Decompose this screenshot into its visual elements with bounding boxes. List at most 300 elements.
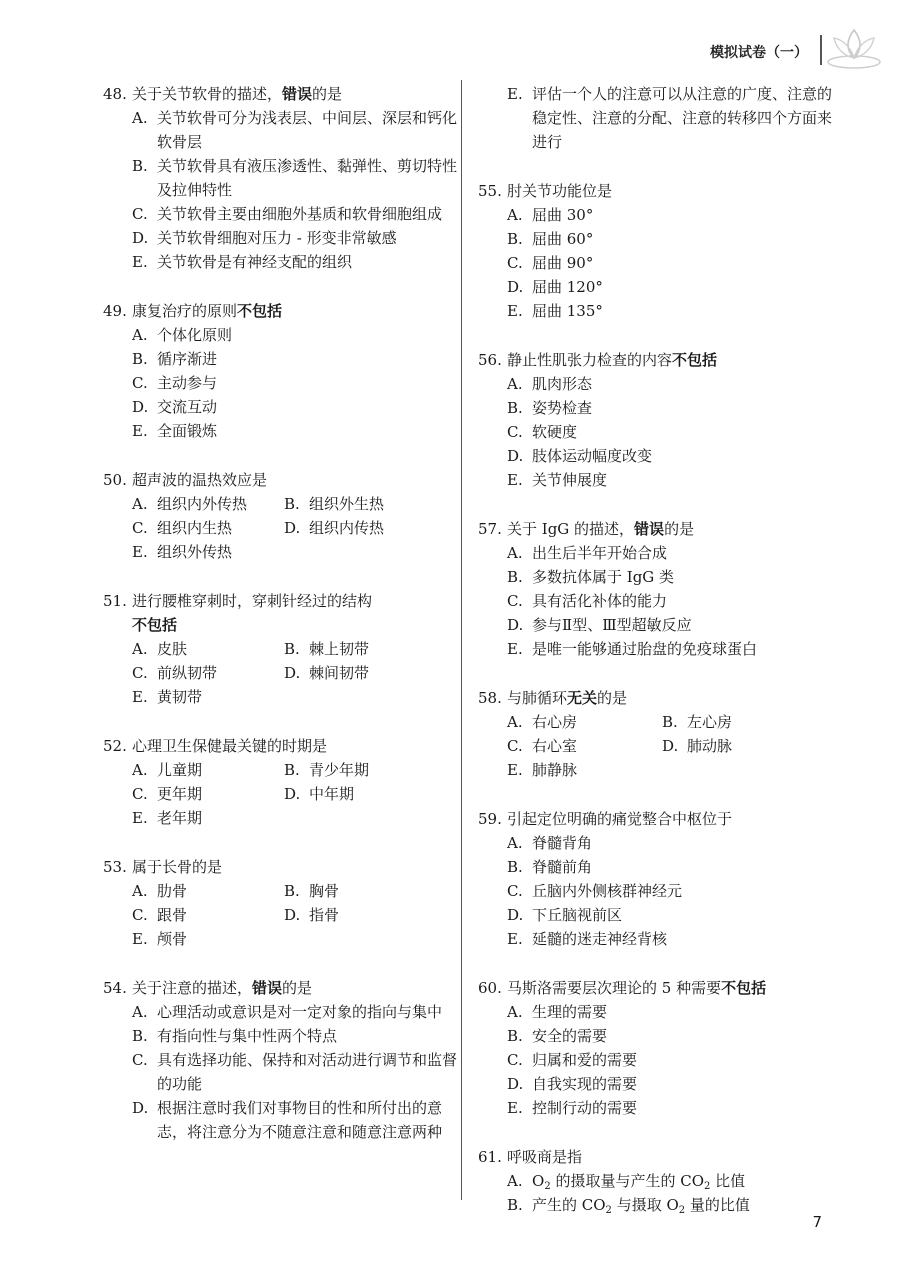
question-51	[103, 589, 458, 709]
option-letter: D.	[132, 229, 149, 247]
option-letter: A.	[132, 882, 148, 900]
option-d	[662, 734, 838, 758]
stem-emphasis: 不包括	[132, 616, 178, 634]
option-letter: B.	[507, 568, 523, 586]
question-stem	[478, 517, 838, 541]
option-text: 前纵韧带	[157, 664, 218, 682]
option-text: 棘间韧带	[309, 664, 370, 682]
option-letter: C.	[132, 664, 148, 682]
option-a	[132, 323, 458, 347]
option-d	[132, 395, 458, 419]
option-letter: A.	[507, 834, 523, 852]
option-text: 屈曲 135°	[532, 302, 603, 320]
option-e	[132, 250, 458, 274]
stem-text: 马斯洛需要层次理论的 5 种需要	[507, 979, 722, 997]
option-text: 颅骨	[157, 930, 188, 948]
question-53	[103, 855, 458, 951]
option-b	[132, 347, 458, 371]
option-b	[662, 710, 838, 734]
question-stem	[103, 589, 458, 637]
question-number: 57.	[478, 520, 502, 538]
option-a	[507, 831, 838, 855]
option-text: 更年期	[157, 785, 203, 803]
option-text: 青少年期	[309, 761, 370, 779]
subscript: 2	[678, 1205, 686, 1216]
option-text: 胸骨	[309, 882, 340, 900]
stem-text: 关于 IgG 的描述，	[507, 520, 635, 538]
question-number: 53.	[103, 858, 127, 876]
question-57	[478, 517, 838, 661]
option-text: 多数抗体属于 IgG 类	[532, 568, 675, 586]
option-letter: C.	[507, 1051, 523, 1069]
option-text: 自我实现的需要	[532, 1075, 638, 1093]
option-text: 组织内传热	[309, 519, 385, 537]
question-61	[478, 1145, 838, 1217]
options-list	[132, 637, 458, 709]
option-text	[532, 1169, 838, 1193]
option-e	[507, 927, 838, 951]
option-letter: E.	[507, 471, 523, 489]
options-list	[132, 106, 458, 274]
stem-text: 关于关节软骨的描述，	[132, 85, 283, 103]
option-text: 指骨	[309, 906, 340, 924]
option-text: 软硬度	[532, 423, 578, 441]
option-text: 肺静脉	[532, 761, 578, 779]
question-54	[103, 976, 458, 1144]
option-c	[507, 734, 662, 758]
option-e	[132, 419, 458, 443]
subscript: 2	[704, 1181, 711, 1192]
option-a	[507, 541, 838, 565]
option-letter: A.	[507, 713, 523, 731]
option-e	[507, 82, 838, 154]
option-letter: B.	[507, 230, 523, 248]
option-b	[284, 879, 458, 903]
option-text: 关节软骨是有神经支配的组织	[157, 253, 353, 271]
options-list	[507, 82, 838, 154]
option-text: 根据注意时我们对事物目的性和所付出的意志，将注意分为不随意注意和随意注意两种	[157, 1099, 443, 1141]
option-letter: D.	[284, 519, 301, 537]
option-text: 延髓的迷走神经背核	[532, 930, 668, 948]
stem-emphasis: 错误	[634, 520, 665, 538]
question-49	[103, 299, 458, 443]
question-number: 52.	[103, 737, 127, 755]
question-54-continued	[478, 82, 838, 154]
option-letter: C.	[132, 205, 148, 223]
question-stem	[478, 976, 838, 1000]
option-d	[132, 226, 458, 250]
option-b	[507, 227, 838, 251]
question-text	[132, 976, 458, 1000]
option-text: 组织外传热	[157, 543, 233, 561]
stem-text: 关于注意的描述，	[132, 979, 253, 997]
question-text: 呼吸商是指	[507, 1148, 583, 1166]
option-text: 交流互动	[157, 398, 218, 416]
stem-emphasis: 错误	[252, 979, 283, 997]
page-number: 7	[812, 1213, 822, 1231]
option-text: 全面锻炼	[157, 422, 218, 440]
stem-emphasis: 不包括	[672, 351, 718, 369]
option-letter: C.	[132, 1051, 148, 1069]
option-d	[284, 516, 458, 540]
option-letter: B.	[284, 640, 300, 658]
option-a	[132, 637, 284, 661]
option-e	[132, 540, 284, 564]
options-list	[507, 831, 838, 951]
option-letter: D.	[507, 1075, 524, 1093]
option-letter: E.	[507, 640, 523, 658]
option-text: 儿童期	[157, 761, 203, 779]
question-stem	[103, 855, 458, 879]
option-c	[132, 903, 284, 927]
option-a	[507, 710, 662, 734]
option-letter: D.	[507, 447, 524, 465]
option-letter: B.	[132, 1027, 148, 1045]
option-text: 评估一个人的注意可以从注意的广度、注意的稳定性、注意的分配、注意的转移四个方面来进行	[532, 85, 833, 151]
options-list	[507, 710, 838, 782]
option-b	[284, 637, 458, 661]
option-b	[507, 1024, 838, 1048]
option-text: 中年期	[309, 785, 355, 803]
question-stem	[478, 179, 838, 203]
option-letter: A.	[507, 1172, 523, 1190]
question-stem	[478, 807, 838, 831]
stem-text: 与肺循环	[507, 689, 568, 707]
option-a	[132, 106, 458, 154]
option-b	[507, 396, 838, 420]
option-letter: A.	[132, 761, 148, 779]
subscript: 2	[544, 1181, 551, 1192]
option-a	[507, 372, 838, 396]
option-letter: A.	[132, 495, 148, 513]
option-c	[507, 879, 838, 903]
option-text: 控制行动的需要	[532, 1099, 638, 1117]
stem-text: 康复治疗的原则	[132, 302, 238, 320]
option-letter: C.	[507, 592, 523, 610]
option-letter: A.	[507, 1003, 523, 1021]
option-text: 肢体运动幅度改变	[532, 447, 653, 465]
question-text	[507, 517, 838, 541]
option-a	[132, 758, 284, 782]
option-b	[507, 855, 838, 879]
option-c	[132, 371, 458, 395]
question-text: 引起定位明确的痛觉整合中枢位于	[507, 810, 733, 828]
question-stem	[103, 468, 458, 492]
question-48	[103, 82, 458, 274]
option-letter: D.	[507, 278, 524, 296]
option-text: 屈曲 120°	[532, 278, 603, 296]
option-letter: B.	[507, 1027, 523, 1045]
option-b	[284, 758, 458, 782]
option-letter: B.	[284, 761, 300, 779]
option-a	[507, 1000, 838, 1024]
stem-emphasis: 无关	[567, 689, 598, 707]
option-text: 循序渐进	[157, 350, 218, 368]
option-letter: D.	[507, 616, 524, 634]
option-letter: E.	[132, 543, 148, 561]
option-letter: B.	[284, 495, 300, 513]
option-c	[507, 1048, 838, 1072]
option-d	[507, 275, 838, 299]
option-text: 具有活化补体的能力	[532, 592, 668, 610]
question-number: 56.	[478, 351, 502, 369]
options-list	[507, 203, 838, 323]
option-text: 屈曲 90°	[532, 254, 594, 272]
option-c	[132, 661, 284, 685]
option-text: 皮肤	[157, 640, 188, 658]
question-text	[507, 686, 838, 710]
question-text: 心理卫生保健最关键的时期是	[132, 737, 328, 755]
option-c	[507, 251, 838, 275]
option-text: 脊髓前角	[532, 858, 593, 876]
option-letter: C.	[132, 374, 148, 392]
question-number: 49.	[103, 302, 127, 320]
question-number: 50.	[103, 471, 127, 489]
option-d	[284, 903, 458, 927]
option-text: 左心房	[687, 713, 733, 731]
option-letter: C.	[132, 785, 148, 803]
lotus-logo-icon	[826, 22, 882, 70]
option-text: 有指向性与集中性两个特点	[157, 1027, 338, 1045]
question-number: 54.	[103, 979, 127, 997]
question-stem	[103, 82, 458, 106]
option-letter: B.	[662, 713, 678, 731]
option-text: 下丘脑视前区	[532, 906, 623, 924]
option-letter: A.	[132, 640, 148, 658]
option-c	[507, 589, 838, 613]
question-number: 55.	[478, 182, 502, 200]
question-number: 60.	[478, 979, 502, 997]
stem-text: 静止性肌张力检查的内容	[507, 351, 673, 369]
stem-text-end: 的是	[282, 979, 313, 997]
options-list	[132, 1000, 458, 1144]
option-letter: E.	[507, 85, 523, 103]
option-text: 黄韧带	[157, 688, 203, 706]
question-number: 58.	[478, 689, 502, 707]
question-text: 属于长骨的是	[132, 858, 223, 876]
option-e	[132, 806, 284, 830]
option-letter: E.	[132, 422, 148, 440]
header-divider	[820, 35, 822, 65]
option-text: 是唯一能够通过胎盘的免疫球蛋白	[532, 640, 758, 658]
options-list	[507, 541, 838, 661]
question-number: 59.	[478, 810, 502, 828]
option-letter: C.	[507, 254, 523, 272]
options-list	[132, 492, 458, 564]
question-60	[478, 976, 838, 1120]
formula-part: 与摄取 O	[611, 1196, 679, 1214]
question-52	[103, 734, 458, 830]
option-letter: A.	[507, 544, 523, 562]
option-text: 跟骨	[157, 906, 188, 924]
option-letter: A.	[132, 326, 148, 344]
subscript: 2	[605, 1205, 612, 1216]
question-stem	[478, 1145, 838, 1169]
option-e	[132, 927, 284, 951]
option-text: 关节伸展度	[532, 471, 608, 489]
option-letter: B.	[507, 399, 523, 417]
column-divider	[461, 80, 462, 1200]
option-a	[132, 1000, 458, 1024]
stem-text: 进行腰椎穿刺时，穿刺针经过的结构	[132, 592, 373, 610]
stem-text-end: 的是	[664, 520, 695, 538]
stem-emphasis: 不包括	[237, 302, 283, 320]
option-letter: C.	[507, 882, 523, 900]
question-text: 超声波的温热效应是	[132, 471, 268, 489]
option-c	[132, 516, 284, 540]
option-letter: D.	[284, 785, 301, 803]
option-letter: D.	[507, 906, 524, 924]
option-d	[507, 613, 838, 637]
question-number: 61.	[478, 1148, 502, 1166]
question-text: 肘关节功能位是	[507, 182, 613, 200]
option-d	[284, 661, 458, 685]
question-text	[132, 299, 458, 323]
option-text: 关节软骨可分为浅表层、中间层、深层和钙化软骨层	[157, 109, 458, 151]
options-list	[507, 372, 838, 492]
right-column	[478, 82, 838, 1242]
options-list	[132, 879, 458, 951]
options-list	[132, 323, 458, 443]
option-e	[507, 1096, 838, 1120]
option-e	[507, 468, 838, 492]
question-50	[103, 468, 458, 564]
option-c	[507, 420, 838, 444]
option-text: 归属和爱的需要	[532, 1051, 638, 1069]
option-letter: E.	[132, 809, 148, 827]
option-text: 参与Ⅱ型、Ⅲ型超敏反应	[532, 616, 692, 634]
option-c	[132, 202, 458, 226]
option-letter: C.	[132, 519, 148, 537]
option-d	[507, 444, 838, 468]
question-stem	[478, 686, 838, 710]
option-d	[507, 1072, 838, 1096]
option-d	[507, 903, 838, 927]
option-text: 屈曲 30°	[532, 206, 594, 224]
option-b	[132, 1024, 458, 1048]
option-e	[132, 685, 284, 709]
option-text: 组织内生热	[157, 519, 233, 537]
option-a	[132, 879, 284, 903]
stem-emphasis: 不包括	[721, 979, 767, 997]
option-e	[507, 299, 838, 323]
option-text: 老年期	[157, 809, 203, 827]
options-list	[132, 758, 458, 830]
option-text: 安全的需要	[532, 1027, 608, 1045]
option-text: 肌肉形态	[532, 375, 593, 393]
option-letter: C.	[507, 737, 523, 755]
option-letter: E.	[507, 930, 523, 948]
option-letter: D.	[284, 906, 301, 924]
option-text: 个体化原则	[157, 326, 233, 344]
option-text: 具有选择功能、保持和对活动进行调节和监督的功能	[157, 1051, 458, 1093]
option-text: 姿势检查	[532, 399, 593, 417]
option-letter: E.	[507, 1099, 523, 1117]
option-text: 组织内外传热	[157, 495, 248, 513]
option-b	[507, 1193, 838, 1217]
options-list	[507, 1169, 838, 1217]
option-b	[132, 154, 458, 202]
question-stem	[103, 976, 458, 1000]
stem-text-end: 的是	[312, 85, 343, 103]
option-a	[507, 1169, 838, 1193]
option-letter: B.	[132, 157, 148, 175]
formula-part: 量的比值	[685, 1196, 750, 1214]
formula-part: 比值	[710, 1172, 746, 1190]
options-list	[507, 1000, 838, 1120]
option-letter: B.	[507, 858, 523, 876]
option-c	[132, 1048, 458, 1096]
option-text: 棘上韧带	[309, 640, 370, 658]
option-letter: A.	[507, 206, 523, 224]
option-letter: E.	[507, 761, 523, 779]
option-text: 组织外生热	[309, 495, 385, 513]
option-e	[507, 758, 662, 782]
left-column	[103, 82, 458, 1169]
option-text: 肺动脉	[687, 737, 733, 755]
option-text: 出生后半年开始合成	[532, 544, 668, 562]
option-letter: D.	[662, 737, 679, 755]
question-stem	[103, 299, 458, 323]
option-letter: E.	[132, 688, 148, 706]
option-text: 心理活动或意识是对一定对象的指向与集中	[157, 1003, 443, 1021]
option-letter: C.	[132, 906, 148, 924]
option-letter: D.	[132, 1099, 149, 1117]
page-header-title: 模拟试卷（一）	[710, 45, 808, 61]
option-text: 丘脑内外侧核群神经元	[532, 882, 683, 900]
option-letter: C.	[507, 423, 523, 441]
option-text: 关节软骨主要由细胞外基质和软骨细胞组成	[157, 205, 443, 223]
option-letter: A.	[507, 375, 523, 393]
question-number: 51.	[103, 592, 127, 610]
question-text	[507, 348, 838, 372]
question-text	[132, 82, 458, 106]
option-text: 关节软骨具有液压渗透性、黏弹性、剪切特性及拉伸特性	[157, 157, 458, 199]
stem-emphasis: 错误	[282, 85, 313, 103]
option-b	[284, 492, 458, 516]
question-59	[478, 807, 838, 951]
formula-part: 的摄取量与产生的 CO	[550, 1172, 704, 1190]
formula-part: 产生的 CO	[532, 1196, 606, 1214]
question-stem	[103, 734, 458, 758]
option-text: 生理的需要	[532, 1003, 608, 1021]
option-text: 关节软骨细胞对压力 - 形变非常敏感	[157, 229, 397, 247]
question-number: 48.	[103, 85, 127, 103]
option-letter: E.	[132, 253, 148, 271]
option-e	[507, 637, 838, 661]
option-text: 右心室	[532, 737, 578, 755]
option-letter: D.	[132, 398, 149, 416]
option-b	[507, 565, 838, 589]
option-letter: B.	[132, 350, 148, 368]
question-text	[132, 589, 458, 637]
formula-part: O	[532, 1172, 545, 1190]
option-text	[532, 1193, 838, 1217]
option-text: 屈曲 60°	[532, 230, 594, 248]
stem-text-end: 的是	[597, 689, 628, 707]
option-letter: A.	[132, 109, 148, 127]
question-stem	[478, 348, 838, 372]
option-letter: A.	[132, 1003, 148, 1021]
option-c	[132, 782, 284, 806]
question-55	[478, 179, 838, 323]
option-d	[132, 1096, 458, 1144]
option-letter: E.	[507, 302, 523, 320]
option-letter: E.	[132, 930, 148, 948]
option-text: 主动参与	[157, 374, 218, 392]
question-58	[478, 686, 838, 782]
option-text: 肋骨	[157, 882, 188, 900]
